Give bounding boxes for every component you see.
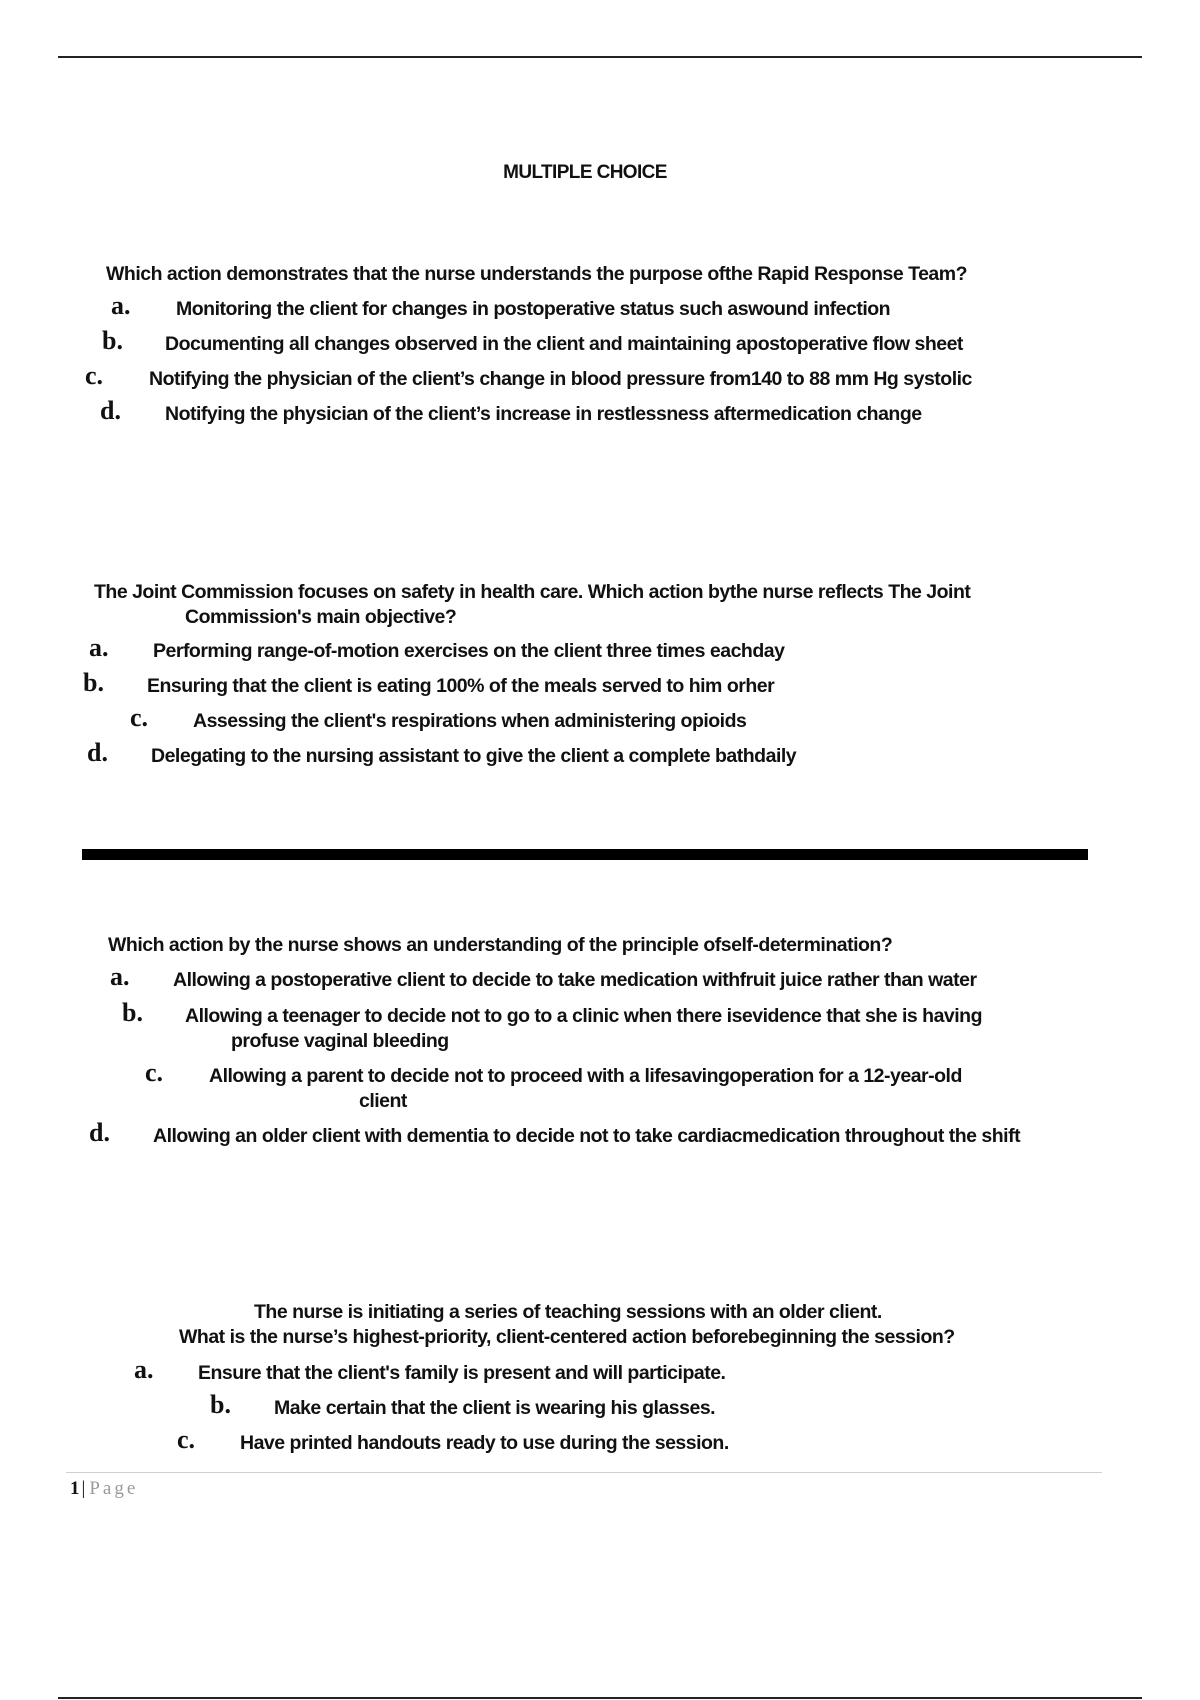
option-letter: c. <box>177 1425 196 1454</box>
question-2-option-d <box>151 744 796 769</box>
question-stem-line: The nurse is initiating a series of teaching sessions with an older client. <box>254 1301 882 1323</box>
option-letter: a. <box>111 291 131 320</box>
option-text: Make certain that the client is wearing his glasses. <box>274 1397 716 1419</box>
question-3-option-a <box>173 968 977 993</box>
question-2-option-b <box>147 674 774 699</box>
question-3-option-d <box>153 1124 1020 1149</box>
question-2-stem <box>94 580 970 630</box>
bottom-rule <box>58 1697 1142 1699</box>
option-text: Ensure that the client's family is present and will participate. <box>198 1362 726 1384</box>
option-letter: b. <box>210 1390 231 1419</box>
page-number: 1 <box>70 1478 80 1499</box>
option-letter: c. <box>130 703 149 732</box>
page-label: Page <box>89 1478 139 1499</box>
section-divider <box>82 849 1088 860</box>
option-text: Performing range-of-motion exercises on the client three times eachday <box>153 640 785 662</box>
option-letter: d. <box>100 396 121 425</box>
question-1-option-c <box>149 367 972 392</box>
option-letter: c. <box>145 1058 164 1087</box>
question-stem-line: Which action by the nurse shows an understanding of the principle ofself-determination? <box>108 934 893 956</box>
question-4-stem <box>179 1300 955 1350</box>
question-1-option-a <box>176 297 890 322</box>
question-4-option-a <box>198 1361 725 1386</box>
option-text: Allowing a teenager to decide not to go to a clinic when there isevidence that she is having <box>185 1005 982 1027</box>
option-text: Notifying the physician of the client’s increase in restlessness aftermedication change <box>165 403 922 425</box>
option-text: Assessing the client's respirations when administering opioids <box>193 710 747 732</box>
question-3-option-b <box>185 1004 982 1054</box>
question-4-option-c <box>240 1431 729 1456</box>
question-stem-line: Commission's main objective? <box>185 606 457 628</box>
option-text: Monitoring the client for changes in postoperative status such aswound infection <box>176 298 891 320</box>
option-text: Documenting all changes observed in the client and maintaining apostoperative flow sheet <box>165 333 963 355</box>
option-text: Have printed handouts ready to use during the session. <box>240 1432 729 1454</box>
option-text: client <box>359 1090 407 1112</box>
option-letter: a. <box>89 633 109 662</box>
option-letter: a. <box>134 1355 154 1384</box>
question-1-stem <box>106 262 967 287</box>
question-3-stem <box>108 933 892 958</box>
option-text: Ensuring that the client is eating 100% of the meals served to him orher <box>147 675 775 697</box>
footer-rule <box>66 1472 1102 1473</box>
question-2-option-c <box>193 709 746 734</box>
option-letter: d. <box>87 738 108 767</box>
question-3-option-c <box>209 1064 962 1114</box>
question-1-option-d <box>165 402 922 427</box>
option-text: Delegating to the nursing assistant to give the client a complete bathdaily <box>151 745 797 767</box>
option-letter: d. <box>89 1118 110 1147</box>
option-letter: a. <box>110 962 130 991</box>
option-letter: b. <box>102 326 123 355</box>
option-text: Notifying the physician of the client’s change in blood pressure from140 to 88 mm Hg systolic <box>149 368 972 390</box>
page-footer <box>70 1478 138 1500</box>
footer-separator: | <box>81 1478 86 1499</box>
question-4-option-b <box>274 1396 715 1421</box>
question-stem-line: Which action demonstrates that the nurse understands the purpose ofthe Rapid Response Team? <box>106 263 968 285</box>
option-letter: b. <box>122 998 143 1027</box>
option-text: Allowing a postoperative client to decide to take medication withfruit juice rather than water <box>173 969 977 991</box>
question-stem-line: The Joint Commission focuses on safety in health care. Which action bythe nurse reflects The Joint <box>94 581 971 603</box>
option-text: Allowing a parent to decide not to proceed with a lifesavingoperation for a 12-year-old <box>209 1065 962 1087</box>
option-text: Allowing an older client with dementia to decide not to take cardiacmedication throughout the shift <box>153 1125 1021 1147</box>
option-letter: b. <box>83 668 104 697</box>
question-2-option-a <box>153 639 784 664</box>
top-rule <box>58 56 1142 58</box>
option-letter: c. <box>85 361 104 390</box>
question-stem-line: What is the nurse’s highest-priority, client-centered action beforebeginning the session? <box>179 1326 955 1348</box>
section-heading: MULTIPLE CHOICE <box>503 162 667 183</box>
question-1-option-b <box>165 332 963 357</box>
option-text: profuse vaginal bleeding <box>231 1030 449 1052</box>
